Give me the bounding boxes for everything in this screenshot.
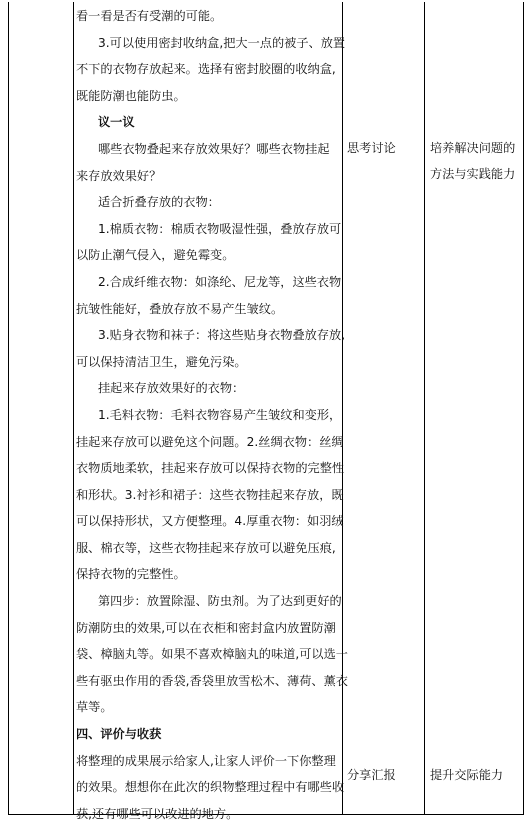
content-line: 保持衣物的完整性。 xyxy=(76,567,186,582)
content-line: 和形状。3.衬衫和裙子：这些衣物挂起来存放，既 xyxy=(76,487,344,502)
content-line: 1.棉质衣物：棉质衣物吸湿性强，叠放存放可 xyxy=(98,221,342,236)
content-line: 3.贴身衣物和袜子：将这些贴身衣物叠放存放, xyxy=(98,328,346,343)
content-line: 袋、樟脑丸等。如果不喜欢樟脑丸的味道,可以选一 xyxy=(76,647,348,662)
content-line: 可以保持形状，又方便整理。4.厚重衣物：如羽绒 xyxy=(76,514,344,529)
content-line: 不下的衣物存放起来。选择有密封胶圈的收纳盒, xyxy=(76,62,336,77)
content-line: 1.毛料衣物：毛料衣物容易产生皱纹和变形， xyxy=(98,407,342,422)
content-line: 挂起来存放可以避免这个问题。2.丝绸衣物：丝绸 xyxy=(76,434,344,449)
content-line: 2.合成纤维衣物：如涤纶、尼龙等，这些衣物 xyxy=(98,274,342,289)
content-line: 四、评价与收获 xyxy=(76,727,162,742)
content-line: 衣物质地柔软，挂起来存放可以保持衣物的完整性 xyxy=(76,461,345,476)
content-line: 来存放效果好？ xyxy=(76,168,162,183)
activity-discuss: 思考讨论 xyxy=(347,141,396,155)
content-line: 第四步：放置除湿、防虫剂。为了达到更好的 xyxy=(98,594,342,609)
table-border-col1 xyxy=(73,2,74,815)
content-line: 3.可以使用密封收纳盒,把大一点的被子、放置 xyxy=(98,35,346,50)
activity-share: 分享汇报 xyxy=(347,768,396,782)
content-line: 挂起来存放效果好的衣物： xyxy=(98,381,245,396)
content-column xyxy=(76,3,348,827)
content-line: 抗皱性能好，叠放存放不易产生皱纹。 xyxy=(76,301,284,316)
purpose-share: 提升交际能力 xyxy=(430,768,504,782)
content-line: 既能防潮也能防虫。 xyxy=(76,88,186,103)
table-border-left xyxy=(8,2,9,815)
content-line: 以防止潮气侵入，避免霉变。 xyxy=(76,248,235,263)
purpose-discuss-line-2: 方法与实践能力 xyxy=(430,167,516,181)
content-line: 草等。 xyxy=(76,700,113,715)
table-border-right xyxy=(523,2,524,815)
content-line: 哪些衣物叠起来存放效果好？哪些衣物挂起 xyxy=(98,141,330,156)
content-line: 的效果。想想你在此次的织物整理过程中有哪些收 xyxy=(76,780,345,795)
content-line: 适合折叠存放的衣物： xyxy=(98,195,220,210)
content-line: 防潮防虫的效果,可以在衣柜和密封盒内放置防潮 xyxy=(76,620,336,635)
content-line: 可以保持清洁卫生，避免污染。 xyxy=(76,354,247,369)
content-line: 议一议 xyxy=(98,115,135,130)
table-border-col2 xyxy=(342,2,343,815)
content-line: 服、棉衣等，这些衣物挂起来存放可以避免压痕, xyxy=(76,540,336,555)
content-line: 获,还有哪些可以改进的地方。 xyxy=(76,806,239,821)
content-line: 些有驱虫作用的香袋,香袋里放雪松木、薄荷、薰衣 xyxy=(76,673,348,688)
content-line: 将整理的成果展示给家人,让家人评价一下你整理 xyxy=(76,753,336,768)
purpose-discuss-line-1: 培养解决问题的 xyxy=(430,141,516,155)
table-border-col3 xyxy=(424,2,425,815)
content-line: 看一看是否有受潮的可能。 xyxy=(76,9,223,23)
